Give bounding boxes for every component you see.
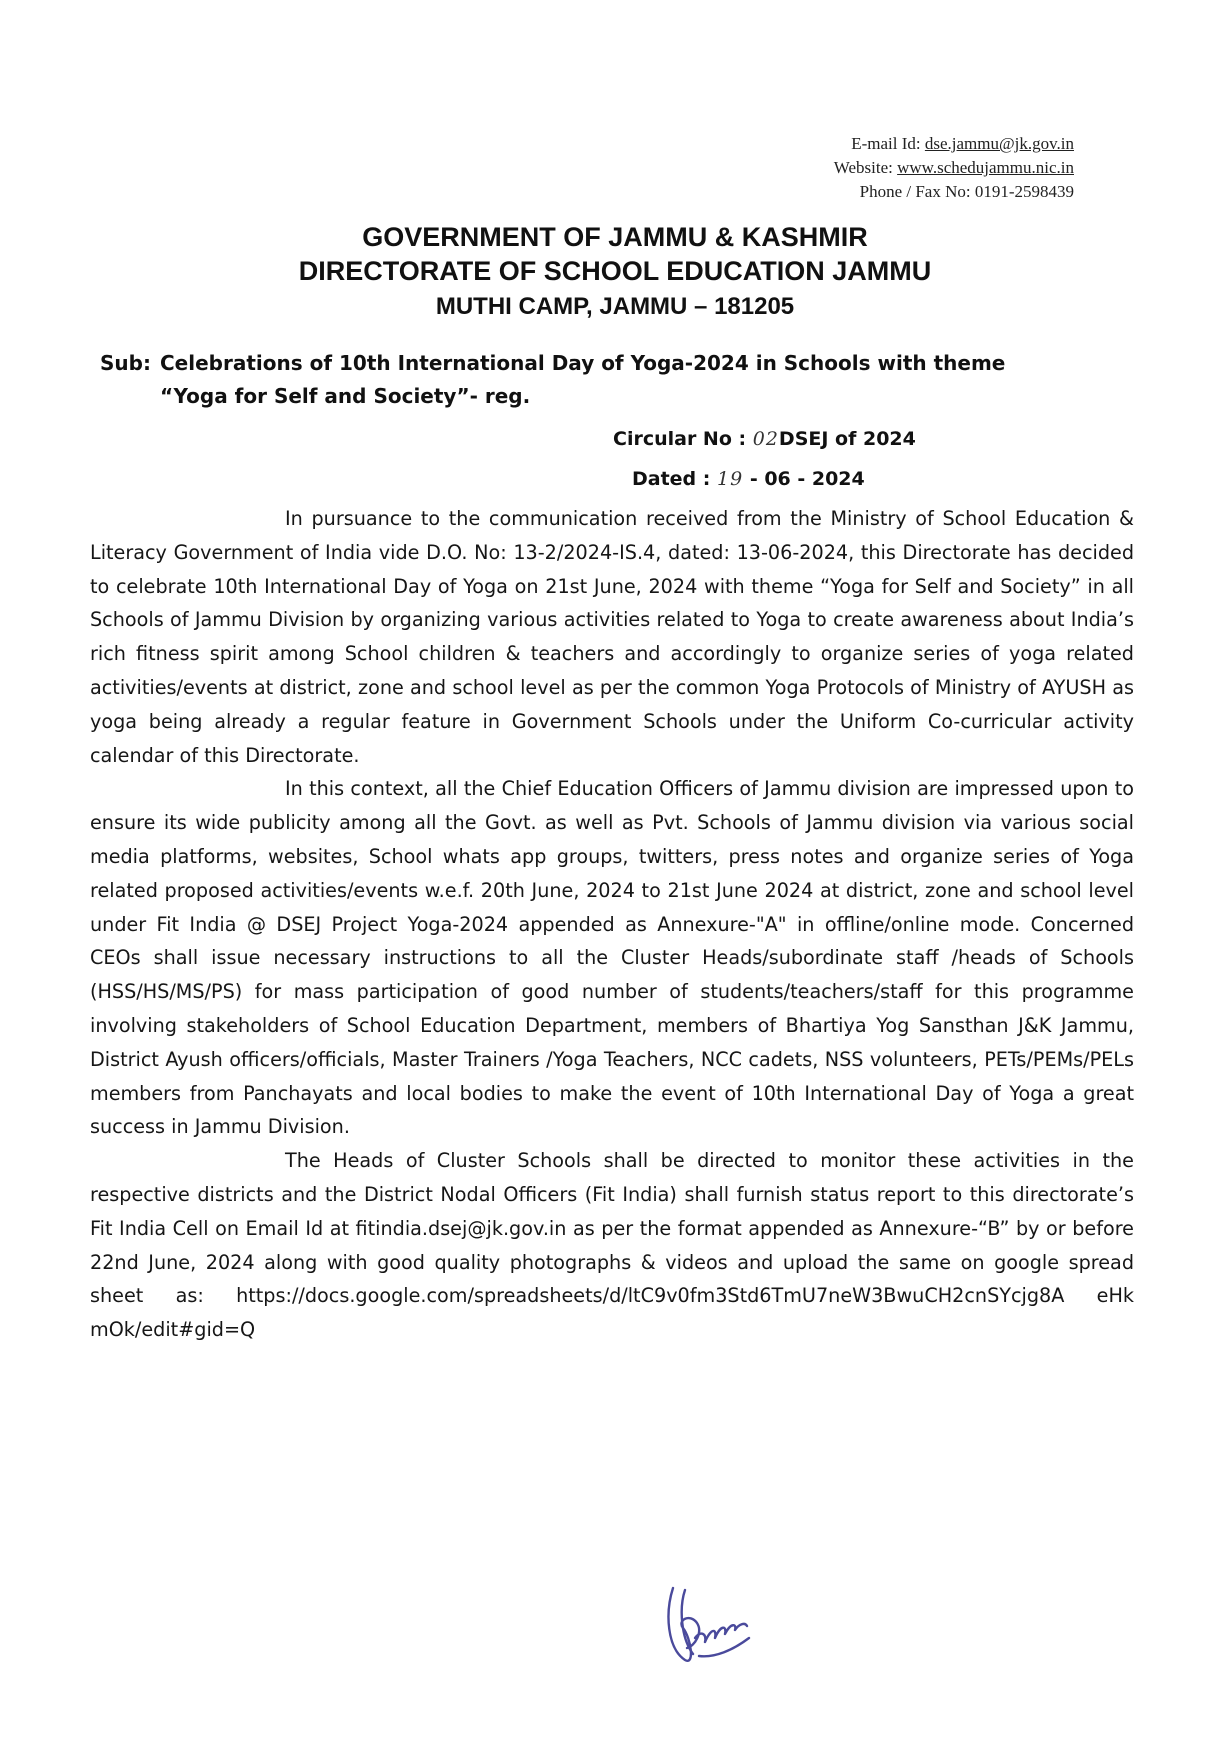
contact-block [834, 132, 1074, 204]
circular-number [613, 425, 916, 453]
subject-label: Sub: [100, 351, 151, 375]
paragraph-2: In this context, all the Chief Education Officers of Jammu division are impressed upon to ensure its wide publicity among all the Govt. as well as Pvt. Schools of Jammu division via various social media platforms, websites, School whats app groups, twitters, press notes and organize series of Yoga related proposed activities/events w.e.f. 20th June, 2024 to 21st June 2024 at district, zone and school level under Fit India @ DSEJ Project Yoga-2024 appended as Annexure-"A" in offline/online mode. Concerned CEOs shall issue necessary instructions to all the Cluster Heads/subordinate staff /heads of Schools (HSS/HS/MS/PS) for mass participation of good number of students/teachers/staff for this programme involving stakeholders of School Education Department, members of Bhartiya Yog Sansthan J&K Jammu, District Ayush officers/officials, Master Trainers /Yoga Teachers, NCC cadets, NSS volunteers, PETs/PEMs/PELs members from Panchayats and local bodies to make the event of 10th International Day of Yoga a great success in Jammu Division. [90, 777, 1134, 1139]
dated-handwritten-day: 19 [717, 468, 744, 490]
circular-date [632, 465, 865, 493]
directorate-heading: DIRECTORATE OF SCHOOL EDUCATION JAMMU [298, 256, 932, 286]
dated-rest: - 06 - 2024 [749, 468, 865, 490]
government-heading: GOVERNMENT OF JAMMU & KASHMIR [362, 222, 868, 252]
paragraph-1: In pursuance to the communication received from the Ministry of School Education & Literacy Government of India vide D.O. No: 13-2/2024-IS.4, dated: 13-06-2024, this Directorate has decided to celebrate 10th International Day of Yoga on 21st June, 2024 with theme “Yoga for Self and Society” in all Schools of Jammu Division by organizing various activities related to Yoga to create awareness about India’s rich fitness spirit among School children & teachers and accordingly to organize series of yoga related activities/events at district, zone and school level as per the common Yoga Protocols of Ministry of AYUSH as yoga being already a regular feature in Government Schools under the Uniform Co-curricular activity calendar of this Directorate. [90, 507, 1134, 767]
subject-line-1: Celebrations of 10th International Day of Yoga-2024 in Schools with theme [160, 351, 1006, 375]
email-line [834, 132, 1074, 156]
circular-body [90, 502, 1134, 1347]
email-label: E-mail Id: [851, 134, 921, 153]
phone-line: Phone / Fax No: 0191-2598439 [859, 182, 1074, 201]
subject-block [100, 347, 1140, 413]
handwritten-signature-icon [655, 1568, 765, 1678]
subject-line-2: “Yoga for Self and Society”- reg. [160, 384, 531, 408]
circular-suffix: DSEJ of 2024 [778, 428, 916, 450]
circular-handwritten-number: 02 [752, 428, 779, 450]
dated-label: Dated : [632, 468, 711, 490]
circular-label: Circular No : [613, 428, 747, 450]
paragraph-3: The Heads of Cluster Schools shall be directed to monitor these activities in the respective districts and the District Nodal Officers (Fit India) shall furnish status report to this directorate’s Fit India Cell on Email Id at fitindia.dsej@jk.gov.in as per the format appended as Annexure-“B” by or before 22nd June, 2024 along with good quality photographs & videos and upload the same on google spread sheet as: https://docs.google.com/spreadsheets/d/ltC9v0fm3Std6TmU7neW3BwuCH2cnSYcjg8A eHk mOk/edit#gid=Q [90, 1149, 1134, 1342]
email-link[interactable]: dse.jammu@jk.gov.in [924, 134, 1074, 153]
address-heading: MUTHI CAMP, JAMMU – 181205 [435, 293, 795, 320]
website-label: Website: [833, 158, 893, 177]
website-line [834, 156, 1074, 180]
website-link[interactable]: www.schedujammu.nic.in [897, 158, 1074, 177]
